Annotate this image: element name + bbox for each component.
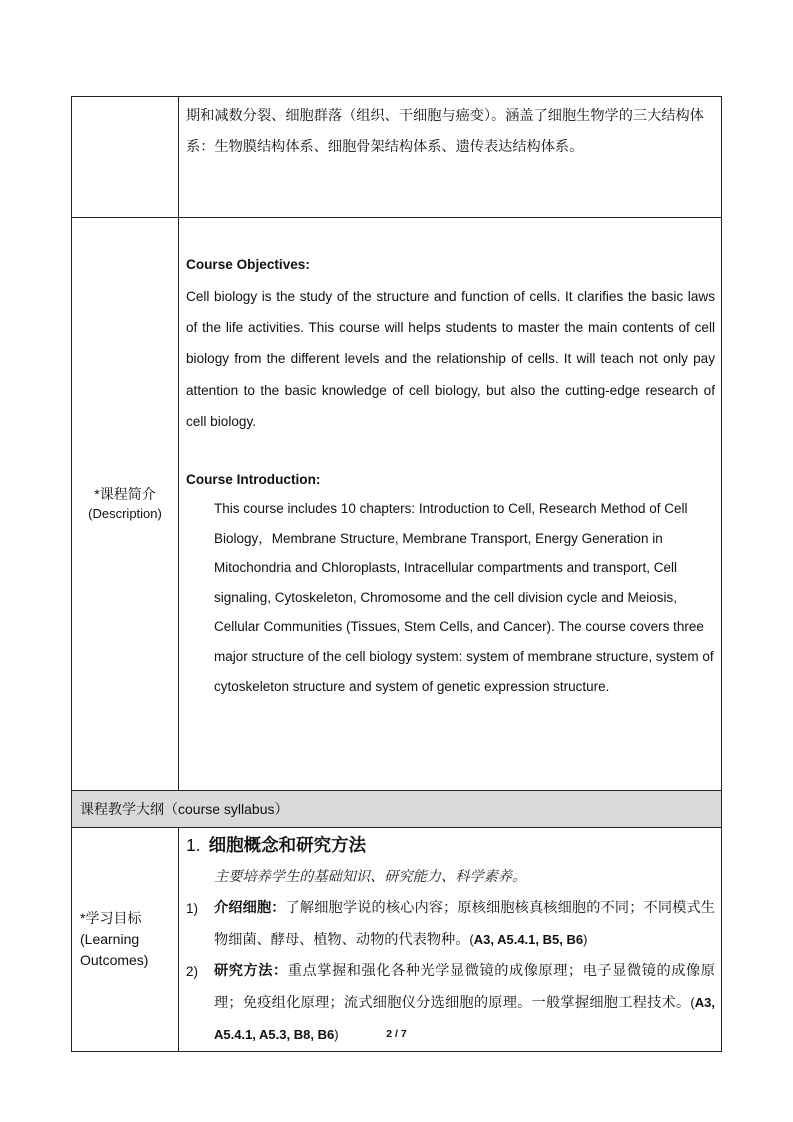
outcome-item-codes-text: A3, A5.4.1, A5.3, B8, B6 xyxy=(214,995,715,1042)
page-number: 2 / 7 xyxy=(386,1028,407,1040)
outcome-item-body xyxy=(214,893,715,956)
description-content-cell xyxy=(179,218,722,791)
objectives-heading: Course Objectives: xyxy=(186,257,310,272)
section-title xyxy=(186,830,715,861)
syllabus-header: 课程教学大纲（course syllabus） xyxy=(72,791,722,828)
description-label-en: (Description) xyxy=(88,506,162,521)
outcome-item-text: 了解细胞学说的核心内容；原核细胞核真核细胞的不同；不同模式生物细菌、酵母、植物、动物的代表物种。 xyxy=(214,900,715,948)
outcome-item-codes: (A3, A5.4.1, A5.3, B8, B6) xyxy=(214,995,715,1042)
section-intro-line: 主要培养学生的基础知识、研究能力、科学素养。 xyxy=(214,869,527,885)
learning-outcomes-row xyxy=(72,828,722,1052)
description-label-cn: *课程简介 xyxy=(94,486,156,502)
learning-outcomes-label-cell xyxy=(72,828,179,1052)
continuation-text: 期和减数分裂、细胞群落（组织、干细胞与癌变）。涵盖了细胞生物学的三大结构体系：生物膜结构体系、细胞骨架结构体系、遗传表达结构体系。 xyxy=(179,97,722,218)
learning-outcomes-label-en: (Learning Outcomes) xyxy=(80,931,149,968)
description-row xyxy=(72,218,722,791)
introduction-text: This course includes 10 chapters: Introduction to Cell, Research Method of Cell Biology，Membrane Structure, Membrane Transport, Energy Generation in Mitochondria and Chloroplasts, Intracellular compartments and transport, Cell signaling, Cytoskeleton, Chromosome and the cell division cycle and Meiosis, Cellular Communities (Tissues, Stem Cells, and Cancer). The course covers three major structure of the cell biology system: system of membrane structure, system of cytoskeleton structure and system of genetic expression structure. xyxy=(214,501,714,694)
continuation-row xyxy=(72,97,722,218)
outcome-item-text: 重点掌握和强化各种光学显微镜的成像原理；电子显微镜的成像原理；免疫组化原理；流式细胞仪分选细胞的原理。一般掌握细胞工程技术。 xyxy=(214,963,715,1011)
objectives-text: Cell biology is the study of the structure and function of cells. It clarifies the basic laws of the life activities. This course will helps students to master the main contents of cell biology from the different levels and the relationship of cells. It will teach not only pay attention to the basic knowledge of cell biology, but also the cutting-edge research of cell biology. xyxy=(186,289,715,429)
introduction-heading: Course Introduction: xyxy=(186,472,321,488)
continuation-label-cell xyxy=(72,97,179,218)
section-number: 1. xyxy=(186,835,201,855)
outcome-item-label: 研究方法： xyxy=(214,963,288,979)
section-title-text: 细胞概念和研究方法 xyxy=(208,836,367,856)
outcome-item-codes: (A3, A5.4.1, B5, B6) xyxy=(469,932,588,947)
syllabus-table xyxy=(71,96,722,1052)
description-label-cell xyxy=(72,218,179,791)
outcome-item xyxy=(186,893,715,956)
syllabus-header-row xyxy=(72,791,722,828)
outcome-item-number: 2) xyxy=(186,964,199,979)
learning-outcomes-content-cell xyxy=(179,828,722,1052)
outcome-item-codes-text: A3, A5.4.1, B5, B6 xyxy=(473,932,584,947)
outcome-item-label: 介绍细胞： xyxy=(214,900,286,916)
learning-outcomes-label-cn: *学习目标 xyxy=(80,910,142,926)
outcome-item-number: 1) xyxy=(186,901,199,916)
